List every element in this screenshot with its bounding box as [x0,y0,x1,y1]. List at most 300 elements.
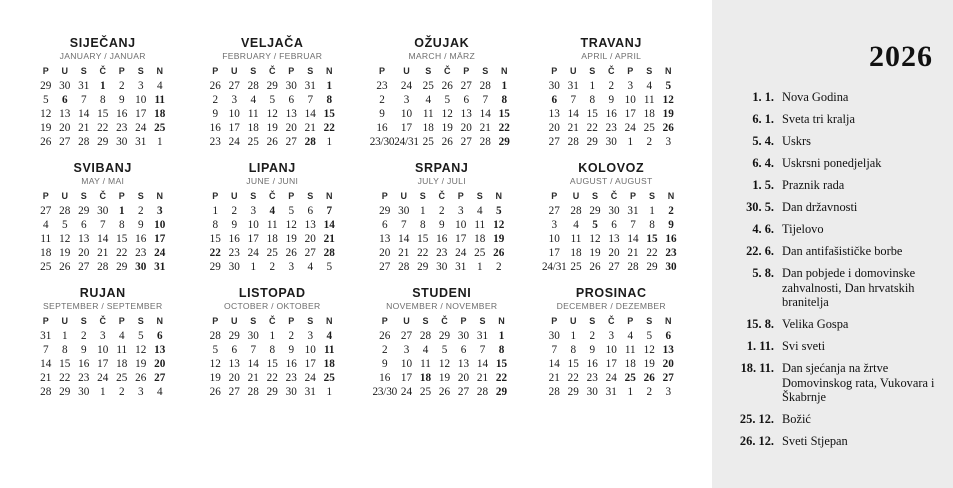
day-cell[interactable]: 15 [417,233,429,245]
day-cell[interactable]: 8 [61,344,68,356]
day-cell[interactable]: 8 [269,344,276,356]
day-cell[interactable]: 6 [61,94,68,106]
day-cell[interactable]: 1 [498,330,505,342]
day-cell[interactable]: 29 [586,136,598,148]
day-cell[interactable]: 1 [118,205,125,217]
day-cell[interactable]: 7 [42,344,49,356]
day-cell[interactable]: 27 [608,261,620,273]
day-cell[interactable]: 28 [479,136,491,148]
day-cell[interactable]: 13 [78,233,90,245]
day-cell[interactable]: 13 [154,344,166,356]
day-cell[interactable]: 31 [304,386,316,398]
day-cell[interactable]: 31 [154,261,166,273]
day-cell[interactable]: 22 [97,122,109,134]
day-cell[interactable]: 10 [154,219,166,231]
day-cell[interactable]: 9 [438,219,445,231]
day-cell[interactable]: 3 [403,344,410,356]
day-cell[interactable]: 29 [228,330,240,342]
day-cell[interactable]: 7 [80,94,87,106]
day-cell[interactable]: 29 [438,330,451,342]
day-cell[interactable]: 13 [304,219,316,231]
day-cell[interactable]: 29 [498,136,510,148]
day-cell[interactable]: 1 [250,261,257,273]
day-cell[interactable]: 20 [304,233,316,245]
day-cell[interactable]: 1 [269,330,276,342]
day-cell[interactable]: 2 [118,80,125,92]
day-cell[interactable]: 19 [438,372,451,384]
day-cell[interactable]: 30 [285,80,297,92]
day-cell[interactable]: 7 [250,344,257,356]
day-cell[interactable]: 8 [649,219,655,231]
day-cell[interactable]: 26 [59,261,71,273]
day-cell[interactable]: 31 [627,205,639,217]
day-cell[interactable]: 10 [228,108,240,120]
day-cell[interactable]: 6 [665,330,672,342]
day-cell[interactable]: 11 [624,344,636,356]
day-cell[interactable]: 9 [608,94,615,106]
day-cell[interactable]: 22 [567,372,579,384]
day-cell[interactable]: 9 [80,344,87,356]
day-cell[interactable]: 2 [269,261,276,273]
day-cell[interactable]: 22 [209,247,221,259]
day-cell[interactable]: 1 [419,205,426,217]
day-cell[interactable]: 2 [288,330,295,342]
day-cell[interactable]: 21 [548,372,560,384]
day-cell[interactable]: 14 [476,358,489,370]
day-cell[interactable]: 15 [97,108,109,120]
day-cell[interactable]: 14 [304,108,316,120]
day-cell[interactable]: 3 [99,330,106,342]
day-cell[interactable]: 19 [441,122,453,134]
day-cell[interactable]: 5 [137,330,144,342]
day-cell[interactable]: 1 [99,80,106,92]
day-cell[interactable]: 4 [422,344,429,356]
day-cell[interactable]: 24 [154,247,166,259]
day-cell[interactable]: 27 [662,372,674,384]
day-cell[interactable]: 9 [212,108,219,120]
day-cell[interactable]: 1 [61,330,68,342]
day-cell[interactable]: 27 [548,136,560,148]
day-cell[interactable]: 30 [548,80,560,92]
day-cell[interactable]: 17 [624,108,636,120]
day-cell[interactable]: 7 [630,219,636,231]
day-cell[interactable]: 18 [643,108,655,120]
day-cell[interactable]: 3 [137,80,144,92]
day-cell[interactable]: 27 [548,205,560,217]
day-cell[interactable]: 21 [627,247,639,259]
day-cell[interactable]: 26 [662,122,674,134]
day-cell[interactable]: 27 [228,386,240,398]
day-cell[interactable]: 24 [97,372,109,384]
day-cell[interactable]: 17 [97,358,109,370]
day-cell[interactable]: 26 [266,136,278,148]
day-cell[interactable]: 5 [665,80,672,92]
day-cell[interactable]: 27 [78,261,90,273]
day-cell[interactable]: 7 [570,94,577,106]
day-cell[interactable]: 6 [381,219,388,231]
day-cell[interactable]: 14 [567,108,579,120]
day-cell[interactable]: 24 [247,247,259,259]
day-cell[interactable]: 14 [323,219,335,231]
day-cell[interactable]: 29 [495,386,508,398]
day-cell[interactable]: 13 [548,108,560,120]
day-cell[interactable]: 1 [326,80,333,92]
day-cell[interactable]: 26 [379,330,391,342]
day-cell[interactable]: 1 [501,80,508,92]
day-cell[interactable]: 21 [323,233,335,245]
day-cell[interactable]: 3 [231,94,238,106]
day-cell[interactable]: 6 [551,94,558,106]
day-cell[interactable]: 19 [493,233,505,245]
day-cell[interactable]: 24 [304,372,316,384]
day-cell[interactable]: 27 [154,372,166,384]
day-cell[interactable]: 20 [78,247,90,259]
day-cell[interactable]: 25 [422,136,434,148]
day-cell[interactable]: 10 [548,233,560,245]
day-cell[interactable]: 23/30 [372,386,397,398]
day-cell[interactable]: 25 [247,136,259,148]
day-cell[interactable]: 16 [605,108,617,120]
day-cell[interactable]: 23 [605,122,617,134]
day-cell[interactable]: 8 [501,94,508,106]
day-cell[interactable]: 28 [627,261,639,273]
day-cell[interactable]: 14 [398,233,410,245]
day-cell[interactable]: 15 [323,108,335,120]
day-cell[interactable]: 16 [285,358,297,370]
day-cell[interactable]: 5 [212,344,219,356]
day-cell[interactable]: 10 [400,358,413,370]
day-cell[interactable]: 29 [646,261,658,273]
day-cell[interactable]: 12 [589,233,601,245]
day-cell[interactable]: 8 [570,344,577,356]
day-cell[interactable]: 3 [250,205,257,217]
day-cell[interactable]: 20 [379,247,391,259]
day-cell[interactable]: 14 [40,358,52,370]
day-cell[interactable]: 4 [118,330,125,342]
day-cell[interactable]: 12 [438,358,451,370]
day-cell[interactable]: 30 [97,205,109,217]
day-cell[interactable]: 7 [551,344,558,356]
day-cell[interactable]: 15 [116,233,128,245]
day-cell[interactable]: 13 [460,108,472,120]
day-cell[interactable]: 20 [59,122,71,134]
day-cell[interactable]: 15 [567,358,579,370]
day-cell[interactable]: 25 [474,247,486,259]
day-cell[interactable]: 27 [460,136,472,148]
day-cell[interactable]: 12 [59,233,71,245]
day-cell[interactable]: 25 [323,372,335,384]
day-cell[interactable]: 30 [608,205,620,217]
day-cell[interactable]: 17 [548,247,560,259]
day-cell[interactable]: 3 [307,330,314,342]
day-cell[interactable]: 7 [326,205,333,217]
day-cell[interactable]: 17 [400,372,413,384]
day-cell[interactable]: 30 [247,330,259,342]
day-cell[interactable]: 1 [156,136,163,148]
day-cell[interactable]: 20 [228,372,240,384]
day-cell[interactable]: 24 [228,136,240,148]
day-cell[interactable]: 28 [476,386,489,398]
day-cell[interactable]: 2 [381,344,388,356]
day-cell[interactable]: 29 [40,80,52,92]
day-cell[interactable]: 26 [285,247,297,259]
day-cell[interactable]: 27 [304,247,316,259]
day-cell[interactable]: 28 [479,80,491,92]
day-cell[interactable]: 30 [457,330,470,342]
day-cell[interactable]: 23 [78,372,90,384]
day-cell[interactable]: 1 [589,80,596,92]
day-cell[interactable]: 30 [228,261,240,273]
day-cell[interactable]: 13 [379,233,391,245]
day-cell[interactable]: 3 [665,136,672,148]
day-cell[interactable]: 29 [116,261,128,273]
day-cell[interactable]: 12 [643,344,655,356]
day-cell[interactable]: 21 [304,122,316,134]
day-cell[interactable]: 5 [592,219,598,231]
day-cell[interactable]: 25 [643,122,655,134]
day-cell[interactable]: 19 [135,358,147,370]
day-cell[interactable]: 5 [61,219,68,231]
day-cell[interactable]: 24 [400,80,413,92]
day-cell[interactable]: 19 [662,108,674,120]
day-cell[interactable]: 2 [80,330,87,342]
day-cell[interactable]: 2 [646,136,653,148]
day-cell[interactable]: 5 [326,261,333,273]
day-cell[interactable]: 11 [474,219,486,231]
day-cell[interactable]: 3 [627,80,634,92]
day-cell[interactable]: 28 [567,136,579,148]
day-cell[interactable]: 26 [40,136,52,148]
day-cell[interactable]: 1 [326,386,333,398]
day-cell[interactable]: 5 [444,94,451,106]
day-cell[interactable]: 21 [40,372,52,384]
day-cell[interactable]: 17 [605,358,617,370]
day-cell[interactable]: 28 [78,136,90,148]
day-cell[interactable]: 4 [627,330,634,342]
day-cell[interactable]: 15 [498,108,510,120]
day-cell[interactable]: 18 [323,358,335,370]
day-cell[interactable]: 19 [589,247,601,259]
day-cell[interactable]: 2 [608,80,615,92]
day-cell[interactable]: 26 [643,372,655,384]
day-cell[interactable]: 30 [605,136,617,148]
day-cell[interactable]: 28 [97,261,109,273]
day-cell[interactable]: 30 [586,386,598,398]
day-cell[interactable]: 2 [668,205,674,217]
day-cell[interactable]: 29 [266,386,278,398]
day-cell[interactable]: 11 [247,108,259,120]
day-cell[interactable]: 10 [455,219,467,231]
day-cell[interactable]: 28 [419,330,432,342]
day-cell[interactable]: 8 [326,94,333,106]
day-cell[interactable]: 25 [40,261,52,273]
day-cell[interactable]: 1 [326,136,333,148]
day-cell[interactable]: 24 [605,372,617,384]
day-cell[interactable]: 17 [304,358,316,370]
day-cell[interactable]: 8 [498,344,505,356]
day-cell[interactable]: 24 [455,247,467,259]
day-cell[interactable]: 16 [116,108,128,120]
day-cell[interactable]: 26 [209,386,221,398]
day-cell[interactable]: 1 [627,386,634,398]
day-cell[interactable]: 29 [97,136,109,148]
day-cell[interactable]: 23 [665,247,677,259]
day-cell[interactable]: 31 [78,80,90,92]
day-cell[interactable]: 25 [624,372,636,384]
day-cell[interactable]: 6 [611,219,617,231]
day-cell[interactable]: 25 [154,122,166,134]
day-cell[interactable]: 14 [548,358,560,370]
day-cell[interactable]: 30 [436,261,448,273]
day-cell[interactable]: 11 [422,108,434,120]
day-cell[interactable]: 3 [551,219,558,231]
day-cell[interactable]: 22 [646,247,658,259]
day-cell[interactable]: 12 [662,94,674,106]
day-cell[interactable]: 8 [419,219,426,231]
day-cell[interactable]: 11 [116,344,128,356]
day-cell[interactable]: 14 [247,358,259,370]
day-cell[interactable]: 19 [40,122,52,134]
day-cell[interactable]: 12 [135,344,147,356]
day-cell[interactable]: 17 [135,108,147,120]
day-cell[interactable]: 19 [643,358,655,370]
day-cell[interactable]: 20 [154,358,166,370]
day-cell[interactable]: 9 [137,219,144,231]
day-cell[interactable]: 10 [624,94,636,106]
day-cell[interactable]: 30 [665,261,677,273]
day-cell[interactable]: 31 [567,80,579,92]
day-cell[interactable]: 4 [269,205,276,217]
day-cell[interactable]: 20 [608,247,620,259]
day-cell[interactable]: 18 [474,233,486,245]
day-cell[interactable]: 21 [476,372,489,384]
day-cell[interactable]: 16 [376,122,388,134]
day-cell[interactable]: 1 [212,205,219,217]
day-cell[interactable]: 18 [266,233,278,245]
day-cell[interactable]: 20 [548,122,560,134]
day-cell[interactable]: 2 [231,205,238,217]
day-cell[interactable]: 27 [285,136,297,148]
day-cell[interactable]: 12 [493,219,505,231]
day-cell[interactable]: 13 [608,233,620,245]
day-cell[interactable]: 3 [457,205,464,217]
day-cell[interactable]: 1 [99,386,106,398]
day-cell[interactable]: 24 [400,386,413,398]
day-cell[interactable]: 14 [97,233,109,245]
day-cell[interactable]: 19 [59,247,71,259]
day-cell[interactable]: 4 [156,80,163,92]
day-cell[interactable]: 14 [479,108,491,120]
day-cell[interactable]: 11 [643,94,655,106]
day-cell[interactable]: 24 [135,122,147,134]
day-cell[interactable]: 10 [97,344,109,356]
day-cell[interactable]: 19 [285,233,297,245]
day-cell[interactable]: 23/30 [369,136,395,148]
day-cell[interactable]: 19 [209,372,221,384]
day-cell[interactable]: 9 [589,344,596,356]
day-cell[interactable]: 15 [586,108,598,120]
day-cell[interactable]: 30 [78,386,90,398]
day-cell[interactable]: 15 [266,358,278,370]
day-cell[interactable]: 6 [460,344,467,356]
day-cell[interactable]: 7 [482,94,489,106]
day-cell[interactable]: 29 [417,261,429,273]
day-cell[interactable]: 16 [665,233,677,245]
day-cell[interactable]: 7 [99,219,106,231]
day-cell[interactable]: 22 [59,372,71,384]
day-cell[interactable]: 27 [457,386,470,398]
day-cell[interactable]: 13 [285,108,297,120]
day-cell[interactable]: 3 [665,386,672,398]
day-cell[interactable]: 28 [247,386,259,398]
day-cell[interactable]: 13 [59,108,71,120]
day-cell[interactable]: 25 [422,80,434,92]
day-cell[interactable]: 8 [99,94,106,106]
day-cell[interactable]: 11 [40,233,52,245]
day-cell[interactable]: 13 [662,344,674,356]
day-cell[interactable]: 23 [285,372,297,384]
day-cell[interactable]: 23 [116,122,128,134]
day-cell[interactable]: 17 [154,233,166,245]
day-cell[interactable]: 16 [209,122,221,134]
day-cell[interactable]: 4 [156,386,163,398]
day-cell[interactable]: 10 [247,219,259,231]
day-cell[interactable]: 4 [250,94,257,106]
day-cell[interactable]: 9 [288,344,295,356]
day-cell[interactable]: 9 [118,94,125,106]
day-cell[interactable]: 25 [116,372,128,384]
day-cell[interactable]: 23 [586,372,598,384]
day-cell[interactable]: 27 [40,205,52,217]
day-cell[interactable]: 23 [376,80,388,92]
day-cell[interactable]: 28 [548,386,560,398]
day-cell[interactable]: 1 [627,136,634,148]
day-cell[interactable]: 18 [40,247,52,259]
day-cell[interactable]: 28 [398,261,410,273]
day-cell[interactable]: 13 [457,358,470,370]
day-cell[interactable]: 24 [624,122,636,134]
day-cell[interactable]: 3 [156,205,163,217]
day-cell[interactable]: 23 [436,247,448,259]
day-cell[interactable]: 28 [304,136,316,148]
day-cell[interactable]: 22 [417,247,429,259]
day-cell[interactable]: 6 [288,94,295,106]
day-cell[interactable]: 10 [135,94,147,106]
day-cell[interactable]: 29 [59,386,71,398]
day-cell[interactable]: 6 [156,330,163,342]
day-cell[interactable]: 25 [570,261,582,273]
day-cell[interactable]: 29 [379,205,391,217]
day-cell[interactable]: 4 [573,219,579,231]
day-cell[interactable]: 18 [247,122,259,134]
day-cell[interactable]: 8 [118,219,125,231]
day-cell[interactable]: 20 [285,122,297,134]
day-cell[interactable]: 10 [605,344,617,356]
day-cell[interactable]: 22 [586,122,598,134]
day-cell[interactable]: 6 [231,344,238,356]
day-cell[interactable]: 27 [460,80,472,92]
day-cell[interactable]: 20 [457,372,470,384]
day-cell[interactable]: 14 [627,233,639,245]
day-cell[interactable]: 4 [307,261,314,273]
day-cell[interactable]: 31 [605,386,617,398]
day-cell[interactable]: 15 [495,358,508,370]
day-cell[interactable]: 22 [323,122,335,134]
day-cell[interactable]: 6 [307,205,314,217]
day-cell[interactable]: 20 [460,122,472,134]
day-cell[interactable]: 21 [479,122,491,134]
day-cell[interactable]: 7 [479,344,486,356]
